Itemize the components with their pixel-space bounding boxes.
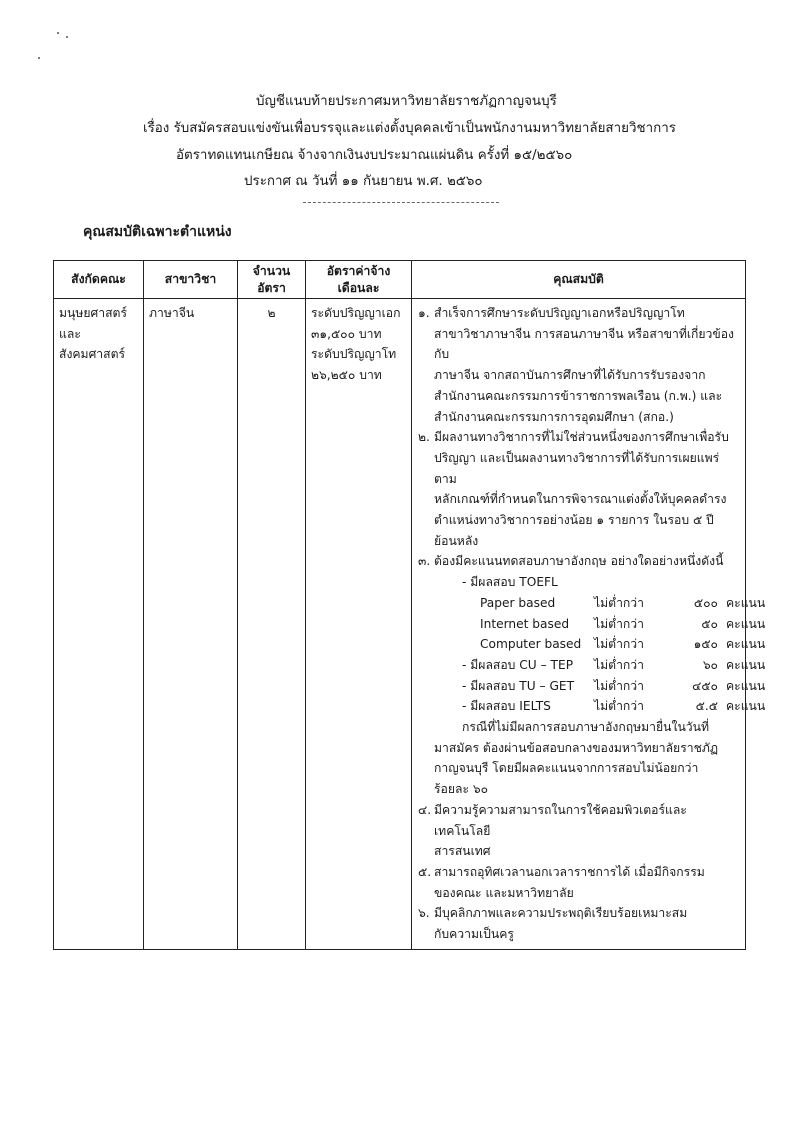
score-row-cutep [462, 655, 765, 676]
item-text: สาขาวิชาภาษาจีน การสอนภาษาจีน หรือสาขาที่เกี่ยวข้องกับ [434, 326, 734, 362]
scan-speck [57, 32, 59, 34]
qualification-table [53, 260, 766, 950]
item-number: ๕. [418, 864, 432, 879]
header-faculty: สังกัดคณะ [54, 261, 144, 299]
item-number: ๖. [418, 906, 430, 921]
item-text: มีบุคลิกภาพและความประพฤติเรียบร้อยเหมาะสม [434, 906, 688, 921]
note-text: กรณีที่ไม่มีผลการสอบภาษาอังกฤษมายื่นในวันที่ [462, 720, 709, 735]
header-line-1: บัญชีแนบท้ายประกาศมหาวิทยาลัยราชภัฏกาญจนบุรี [256, 94, 557, 109]
salary-line3: ระดับปริญญาโท [311, 347, 397, 362]
faculty-line3: สังคมศาสตร์ [59, 347, 126, 362]
item-text: สำเร็จการศึกษาระดับปริญญาเอกหรือปริญญาโท [434, 306, 685, 320]
score-row-tuget [462, 676, 765, 697]
item-number: ๑. [418, 306, 430, 320]
toefl-scores [434, 593, 765, 717]
qualification-item-4 [417, 800, 740, 862]
score-test-name: - มีผลสอบ TU – GET [462, 678, 575, 693]
score-operator: ไม่ต่ำกว่า [594, 616, 644, 631]
english-exemption-note [434, 717, 765, 738]
scan-speck [66, 36, 68, 38]
score-value: ๑๕๐ [693, 637, 718, 652]
item-text: ย้อนหลัง [434, 533, 479, 548]
section-title: คุณสมบัติเฉพาะตำแหน่ง [83, 224, 232, 240]
table-header-row [54, 261, 746, 299]
item-text: สารสนเทศ [434, 844, 491, 859]
score-operator: ไม่ต่ำกว่า [594, 637, 644, 652]
score-row-internet [462, 614, 765, 635]
item-text: มีผลงานทางวิชาการที่ไม่ใช่ส่วนหนึ่งของการศึกษาเพื่อรับ [434, 430, 729, 445]
separator-line [303, 202, 499, 203]
header-count-line1: จำนวน [252, 263, 291, 278]
item-text: ของคณะ และมหาวิทยาลัย [434, 885, 574, 900]
item-number: ๔. [418, 802, 432, 817]
score-value: ๕.๕ [695, 699, 718, 714]
item-text: สำนักงานคณะกรรมการการอุดมศึกษา (สกอ.) [434, 409, 674, 424]
item-text: มีความรู้ความสามารถในการใช้คอมพิวเตอร์และเทคโนโลยี [434, 802, 687, 838]
cell-qualifications [412, 299, 766, 950]
score-row-paper [462, 593, 765, 614]
score-value: ๕๐๐ [693, 595, 718, 610]
score-value: ๕๐ [701, 616, 718, 631]
scan-speck [38, 57, 40, 59]
score-test-name: - มีผลสอบ IELTS [462, 699, 551, 714]
header-qualification: คุณสมบัติ [412, 261, 746, 299]
table-row [54, 299, 746, 950]
score-unit: คะแนน [726, 678, 766, 693]
cell-faculty [54, 299, 144, 950]
item-number: ๓. [418, 554, 431, 569]
field-value: ภาษาจีน [149, 306, 195, 320]
qualification-list [417, 303, 766, 945]
salary-line2: ๓๑,๕๐๐ บาท [311, 326, 382, 341]
count-value: ๒ [267, 306, 276, 320]
score-unit: คะแนน [726, 637, 766, 652]
score-operator: ไม่ต่ำกว่า [594, 657, 644, 672]
note-text: กาญจนบุรี โดยมีผลคะแนนจากการสอบไม่น้อยกว่า [434, 761, 699, 776]
header-field: สาขาวิชา [144, 261, 238, 299]
score-test-name: Internet based [480, 616, 570, 631]
score-test-name: - มีผลสอบ CU – TEP [462, 657, 574, 672]
cell-salary [306, 299, 412, 950]
score-unit: คะแนน [726, 616, 766, 631]
header-count-line2: อัตรา [257, 280, 286, 295]
score-value: ๖๐ [702, 657, 718, 672]
item-text: ตำแหน่งทางวิชาการอย่างน้อย ๑ รายการ ในรอบ ๕ ปี [434, 513, 714, 528]
toefl-heading: - มีผลสอบ TOEFL [462, 575, 558, 590]
score-test-name: Computer based [480, 637, 582, 652]
qualification-item-1 [417, 303, 740, 427]
header-salary-line2: เดือนละ [337, 280, 380, 295]
header-line-4: ประกาศ ณ วันที่ ๑๑ กันยายน พ.ศ. ๒๕๖๐ [244, 174, 483, 189]
qualification-item-2 [417, 427, 740, 551]
score-row-computer [462, 634, 765, 655]
score-operator: ไม่ต่ำกว่า [594, 699, 644, 714]
score-operator: ไม่ต่ำกว่า [594, 678, 644, 693]
score-test-name: Paper based [480, 595, 556, 610]
score-unit: คะแนน [726, 657, 766, 672]
qualification-item-6 [417, 903, 740, 944]
score-unit: คะแนน [726, 595, 766, 610]
salary-line1: ระดับปริญญาเอก [311, 306, 401, 320]
score-row-ielts [462, 696, 765, 717]
score-unit: คะแนน [726, 699, 766, 714]
cell-field [144, 299, 238, 950]
item-text: ต้องมีคะแนนทดสอบภาษาอังกฤษ อย่างใดอย่างหนึ่งดังนี้ [434, 554, 724, 569]
note-text: ร้อยละ ๖๐ [434, 782, 489, 797]
header-count [238, 261, 306, 299]
note-text: มาสมัคร ต้องผ่านข้อสอบกลางของมหาวิทยาลัยราชภัฏ [434, 740, 719, 755]
item-text: หลักเกณฑ์ที่กำหนดในการพิจารณาแต่งตั้งให้บุคคลดำรง [434, 492, 727, 507]
score-value: ๔๕๐ [692, 678, 718, 693]
item-text: ปริญญา และเป็นผลงานทางวิชาการที่ได้รับการเผยแพร่ตาม [434, 450, 720, 486]
header-salary [306, 261, 412, 299]
salary-line4: ๒๖,๒๕๐ บาท [311, 368, 382, 383]
qualification-item-3 [417, 551, 766, 799]
faculty-line1: มนุษยศาสตร์ [59, 306, 128, 320]
header-line-2: เรื่อง รับสมัครสอบแข่งขันเพื่อบรรจุและแต่งตั้งบุคคลเข้าเป็นพนักงานมหาวิทยาลัยสายวิชาการ [143, 121, 676, 136]
item-text: สามารถอุทิศเวลานอกเวลาราชการได้ เมื่อมีกิจกรรม [434, 864, 705, 879]
faculty-line2: และ [59, 326, 81, 341]
item-text: ภาษาจีน จากสถาบันการศึกษาที่ได้รับการรับรองจาก [434, 368, 706, 383]
score-operator: ไม่ต่ำกว่า [594, 595, 644, 610]
qualification-item-5 [417, 862, 740, 903]
header-line-3: อัตราทดแทนเกษียณ จ้างจากเงินงบประมาณแผ่นดิน ครั้งที่ ๑๕/๒๕๖๐ [176, 148, 573, 163]
item-text: กับความเป็นครู [434, 927, 514, 942]
header-salary-line1: อัตราค่าจ้าง [326, 263, 391, 278]
item-text: สำนักงานคณะกรรมการข้าราชการพลเรือน (ก.พ.) และ [434, 388, 723, 403]
cell-count [238, 299, 306, 950]
item-number: ๒. [418, 430, 430, 445]
